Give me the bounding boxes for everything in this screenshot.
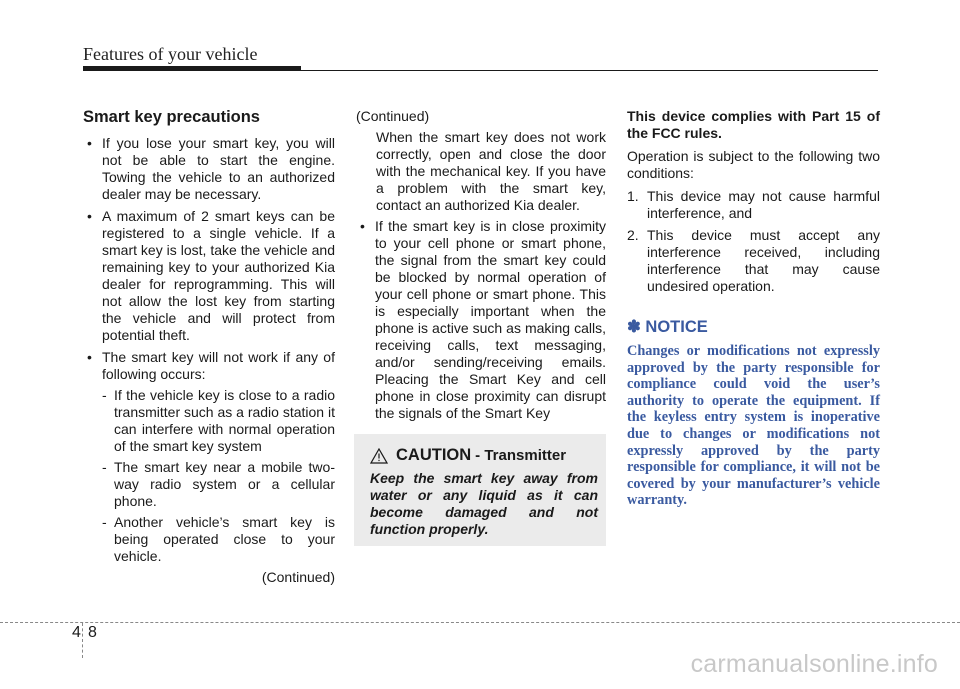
list-item: • A maximum of 2 smart keys can be registered to a single vehicle. If a smart key is lost, take the vehicle and remaining key to your authorized Kia dealer for reprogramming. This will not allow the lost key from starting the vehicle and will protect from potential theft. xyxy=(87,208,335,343)
numbered-item xyxy=(627,188,880,222)
section-title: Smart key precautions xyxy=(83,108,260,126)
continued-label: (Continued) xyxy=(356,108,430,124)
sub-list-item: - Another vehicle’s smart key is being operated close to your vehicle. xyxy=(102,514,335,564)
footer-rule xyxy=(0,622,960,623)
caution-title-text: CAUTION xyxy=(396,446,472,464)
header-rule xyxy=(83,70,878,71)
caution-body: Keep the smart key away from water or any liquid as it can become damaged and not function properly. xyxy=(370,470,598,537)
sub-list-item: - If the vehicle key is close to a radio transmitter such as a radio station it can interfere with normal operation of the smart key system xyxy=(102,387,335,454)
continued-label: (Continued) xyxy=(261,569,335,585)
column-left xyxy=(83,108,335,586)
caution-box xyxy=(354,434,606,546)
list-item: • If the smart key is in close proximity to your cell phone or smart phone, the signal from the smart key could be blocked by normal operation of your cell phone or smart phone. This is especially important when the phone is active such as making calls, receiving calls, text messaging, and/or sending/receiving emails. Pleacing the Smart Key and cell phone in close proximity can disrupt the signals of the Smart Key xyxy=(360,218,606,421)
item-text: This device must accept any interference received, including interference that may cause undesired operation. xyxy=(647,227,880,294)
notice-title: ✽ NOTICE xyxy=(627,318,708,336)
column-right xyxy=(627,108,880,509)
list-item: • If you lose your smart key, you will not be able to start the engine. Towing the vehicle to an authorized dealer may be necessary. xyxy=(87,135,335,202)
notice-body: Changes or modifications not expressly approved by the party responsible for compliance could void the user’s authority to operate the equipment. If the keyless entry system is inoperative due to changes or modifications not expressly approved by the party responsible for compliance, it will not be covered by your manufacturer’s vehicle warranty. xyxy=(627,343,880,509)
sub-list-item-text: Another vehicle’s smart key is being operated close to your vehicle. xyxy=(114,514,335,564)
list-item-text: If the smart key is in close proximity to your cell phone or smart phone, the signal from the smart key could be blocked by normal operation of your cell phone or smart phone. This is especially important when the phone is active such as making calls, receiving calls, text messaging, and/or sending/receiving emails. Pleacing the Smart Key and cell phone in close proximity can disrupt the signals of the Smart Key xyxy=(375,218,606,421)
page-number: 8 xyxy=(88,624,97,641)
page-number-divider xyxy=(82,623,83,658)
numbered-item xyxy=(627,227,880,295)
page-header-title: Features of your vehicle xyxy=(83,44,258,64)
list-item-text: A maximum of 2 smart keys can be registered to a single vehicle. If a smart key is lost, take the vehicle and remaining key to your authorized Kia dealer for reprogramming. This will not allow the lost key from starting the vehicle and will protect from potential theft. xyxy=(102,208,335,343)
item-number: 1. xyxy=(627,188,639,204)
watermark: carmanualsonline.info xyxy=(690,650,938,678)
list-item-text: The smart key will not work if any of following occurs: xyxy=(102,349,335,382)
sub-list-item-text: If the vehicle key is close to a radio transmitter such as a radio station it can interfere with normal operation of the smart key system xyxy=(114,387,335,454)
column-middle xyxy=(356,108,606,427)
item-text: This device may not cause harmful interference, and xyxy=(647,188,880,221)
paragraph: When the smart key does not work correctly, open and close the door with the mechanical key. If you have a problem with the smart key, contact an authorized Kia dealer. xyxy=(376,129,606,213)
sub-list-item: - The smart key near a mobile two-way radio system or a cellular phone. xyxy=(102,459,335,509)
caution-subtitle: - Transmitter xyxy=(475,447,567,464)
fcc-intro: Operation is subject to the following two conditions: xyxy=(627,148,880,181)
item-number: 2. xyxy=(627,227,639,243)
sub-list-item-text: The smart key near a mobile two-way radio system or a cellular phone. xyxy=(114,459,335,509)
warning-triangle-icon xyxy=(370,448,388,464)
fcc-statement: This device complies with Part 15 of the FCC rules. xyxy=(627,108,880,141)
caution-title xyxy=(370,446,566,465)
list-item-text: If you lose your smart key, you will not be able to start the engine. Towing the vehicle to an authorized dealer may be necessary. xyxy=(102,135,335,202)
page-number-section: 4 xyxy=(72,624,81,641)
list-item: • The smart key will not work if any of following occurs: xyxy=(87,349,335,382)
